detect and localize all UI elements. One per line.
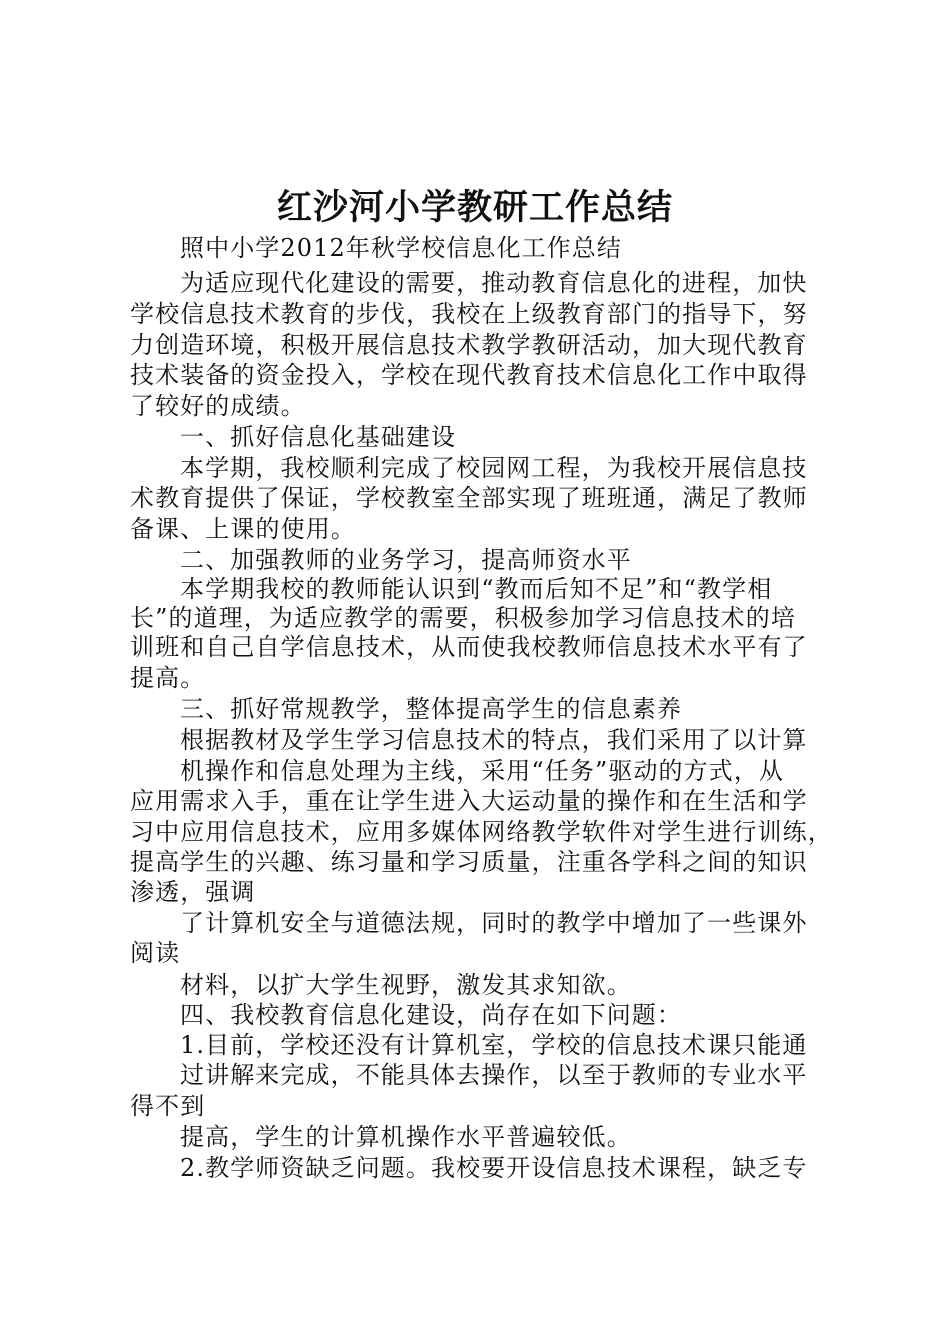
paragraph-line: 提高。: [130, 664, 206, 692]
paragraph-line: 力创造环境，积极开展信息技术教学教研活动，加大现代教育: [130, 331, 808, 359]
paragraph-line: 渗透，强调: [130, 878, 256, 906]
paragraph-line: 为适应现代化建设的需要，推动教育信息化的进程，加快: [180, 269, 808, 297]
paragraph-line: 了计算机安全与道德法规，同时的教学中增加了一些课外: [180, 909, 808, 937]
paragraph-line: 1.目前，学校还没有计算机室，学校的信息技术课只能通: [180, 1031, 808, 1059]
section-heading: 三、抓好常规教学，整体提高学生的信息素养: [180, 695, 682, 723]
paragraph-line: 学校信息技术教育的步伐，我校在上级教育部门的指导下，努: [130, 300, 808, 328]
paragraph-line: 本学期我校的教师能认识到“教而后知不足”和“教学相: [180, 575, 773, 603]
paragraph-line: 阅读: [130, 939, 181, 967]
paragraph-line: 本学期，我校顺利完成了校园网工程，为我校开展信息技: [180, 454, 808, 482]
section-heading: 二、加强教师的业务学习，提高师资水平: [180, 546, 632, 574]
paragraph-line: 了较好的成绩。: [130, 392, 306, 420]
paragraph-line: 备课、上课的使用。: [130, 515, 356, 543]
paragraph-line: 2.教学师资缺乏问题。我校要开设信息技术课程，缺乏专: [180, 1154, 808, 1182]
paragraph-line: 机操作和信息处理为主线，采用“任务”驱动的方式，从: [180, 757, 785, 785]
paragraph-line: 技术装备的资金投入，学校在现代教育技术信息化工作中取得: [130, 361, 808, 389]
paragraph-line: 得不到: [130, 1092, 206, 1120]
subtitle-line: 照中小学2012年秋学校信息化工作总结: [180, 234, 622, 262]
paragraph-line: 应用需求入手，重在让学生进入大运动量的操作和在生活和学: [130, 787, 808, 815]
paragraph-line: 根据教材及学生学习信息技术的特点，我们采用了以计算: [180, 726, 808, 754]
paragraph-line: 提高学生的兴趣、练习量和学习质量，注重各学科之间的知识: [130, 848, 808, 876]
paragraph-line: 长”的道理，为适应教学的需要，积极参加学习信息技术的培: [130, 604, 796, 632]
paragraph-line: 过讲解来完成，不能具体去操作，以至于教师的专业水平: [180, 1061, 808, 1089]
paragraph-line: 提高，学生的计算机操作水平普遍较低。: [180, 1123, 632, 1151]
document-title: 红沙河小学教研工作总结: [276, 187, 673, 228]
paragraph-line: 术教育提供了保证，学校教室全部实现了班班通，满足了教师: [130, 484, 808, 512]
section-heading: 一、抓好信息化基础建设: [180, 423, 457, 451]
section-heading: 四、我校教育信息化建设，尚存在如下问题：: [180, 1001, 682, 1029]
paragraph-line: 习中应用信息技术，应用多媒体网络教学软件对学生进行训练，: [130, 818, 833, 846]
paragraph-line: 材料，以扩大学生视野，激发其求知欲。: [180, 971, 632, 999]
paragraph-line: 训班和自己自学信息技术，从而使我校教师信息技术水平有了: [130, 633, 808, 661]
